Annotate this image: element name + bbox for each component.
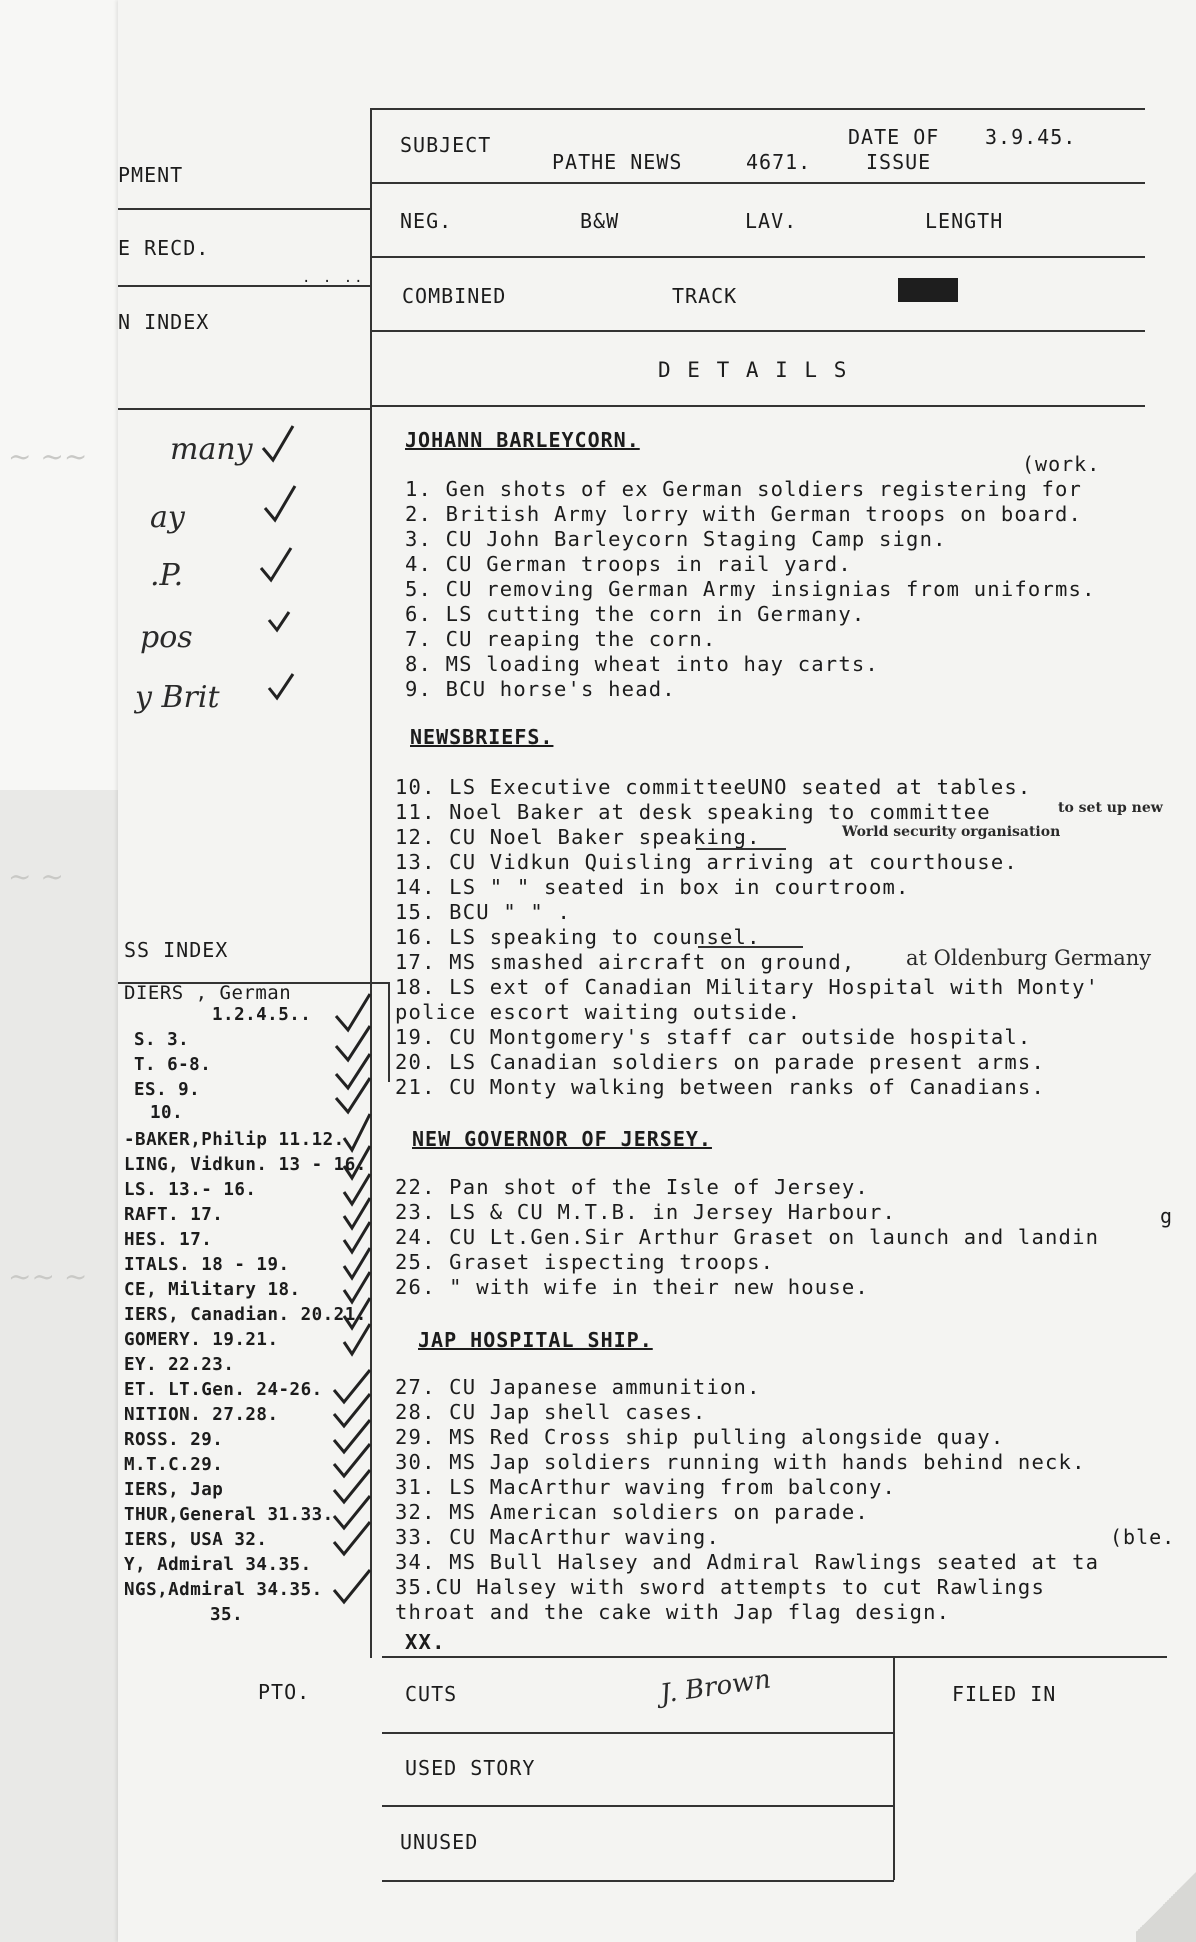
page-corner-fold — [1136, 1862, 1196, 1942]
date-label: DATE OF — [848, 125, 940, 149]
shot-item: 23. LS & CU M.T.B. in Jersey Harbour. — [395, 1200, 897, 1224]
margin-handwriting: .P. — [150, 558, 184, 593]
cross-index-entry: IERS, USA 32. — [124, 1530, 268, 1550]
section-title: NEWSBRIEFS. — [410, 725, 554, 749]
used-story-label: USED STORY — [405, 1756, 536, 1780]
margin-handwriting: pos — [140, 620, 193, 655]
shot-item: 31. LS MacArthur waving from balcony. — [395, 1475, 897, 1499]
footer-divider — [893, 1656, 895, 1736]
shot-item: 7. CU reaping the corn. — [405, 627, 717, 651]
margin-handwriting: y Brit — [135, 680, 220, 715]
shot-item: 10. LS Executive committeeUNO seated at tables. — [395, 775, 1032, 799]
shot-item: 6. LS cutting the corn in Germany. — [405, 602, 866, 626]
cross-index-entry: 35. — [210, 1605, 244, 1625]
subject-value: PATHE NEWS — [552, 150, 683, 174]
track-label: TRACK — [672, 284, 738, 308]
footer-top-rule — [382, 1656, 1167, 1658]
shot-item: 5. CU removing German Army insignias from uniforms. — [405, 577, 1096, 601]
footer-divider-lower — [893, 1732, 895, 1880]
shot-item: 22. Pan shot of the Isle of Jersey. — [395, 1175, 869, 1199]
section-title: JAP HOSPITAL SHIP. — [418, 1328, 653, 1352]
underline-counsel — [698, 946, 803, 948]
margin-handwriting: many — [170, 432, 253, 467]
cross-index-entry: IERS, Canadian. 20.21. — [124, 1305, 367, 1325]
ghost-handwriting: ~ ~~ — [8, 440, 88, 473]
cross-index-entry: HES. 17. — [124, 1230, 213, 1250]
margin-ticks — [255, 420, 315, 720]
shot-item: 21. CU Monty walking between ranks of Canadians. — [395, 1075, 1046, 1099]
cross-index-entry: S. 3. — [134, 1030, 190, 1050]
shot-item: 9. BCU horse's head. — [405, 677, 676, 701]
shot-item: 26. " with wife in their new house. — [395, 1275, 869, 1299]
left-page-strip-lower — [0, 790, 118, 1942]
shot-item: 14. LS " " seated in box in courtroom. — [395, 875, 910, 899]
shot-item: police escort waiting outside. — [395, 1000, 802, 1024]
shot-item: 13. CU Vidkun Quisling arriving at courthouse. — [395, 850, 1018, 874]
shot-item: 12. CU Noel Baker speaking. — [395, 825, 761, 849]
neg-label: NEG. — [400, 209, 453, 233]
unused-label: UNUSED — [400, 1830, 479, 1854]
cross-index-entry: 10. — [150, 1103, 184, 1123]
cross-index-entry: LING, Vidkun. 13 - 16. — [124, 1155, 367, 1175]
filed-in-label: FILED IN — [952, 1682, 1057, 1706]
cross-index-entry: T. 6-8. — [134, 1055, 212, 1075]
shot-item: 32. MS American soldiers on parade. — [395, 1500, 869, 1524]
shot-item: 4. CU German troops in rail yard. — [405, 552, 852, 576]
cross-index-entry: THUR,General 31.33. — [124, 1505, 334, 1525]
shot-item: 34. MS Bull Halsey and Admiral Rawlings seated at ta — [395, 1550, 1100, 1574]
header-rule-1 — [370, 182, 1145, 184]
left-rule-1 — [118, 208, 370, 210]
issue-label: ISSUE — [866, 150, 932, 174]
cross-index-entry: ROSS. 29. — [124, 1430, 224, 1450]
equipment-label: PMENT — [118, 163, 184, 187]
shot-item: 25. Graset ispecting troops. — [395, 1250, 775, 1274]
shot-item: 16. LS speaking to counsel. — [395, 925, 761, 949]
cross-index-entry: IERS, Jap — [124, 1480, 224, 1500]
footer-rule-2 — [382, 1805, 894, 1807]
shot-item: 11. Noel Baker at desk speaking to committee — [395, 800, 991, 824]
cross-index-entry: M.T.C.29. — [124, 1455, 224, 1475]
subject-label: SUBJECT — [400, 133, 492, 157]
cross-index-entry: NGS,Admiral 34.35. — [124, 1580, 323, 1600]
shot-item: 17. MS smashed aircraft on ground, — [395, 950, 856, 974]
cross-index-entry: CE, Military 18. — [124, 1280, 301, 1300]
received-label: E RECD. — [118, 236, 210, 260]
signature: J. Brown — [658, 1664, 773, 1710]
shot-item: 35.CU Halsey with sword attempts to cut Rawlings — [395, 1575, 1046, 1599]
end-mark: XX. — [405, 1630, 446, 1654]
cross-index-entry: NITION. 27.28. — [124, 1405, 279, 1425]
issue-number: 4671. — [746, 150, 812, 174]
annotation-item-17: at Oldenburg Germany — [906, 946, 1152, 970]
annotation-item-12: World security organisation — [842, 824, 1061, 840]
cross-index-entry: ET. LT.Gen. 24-26. — [124, 1380, 323, 1400]
footer-rule-3 — [382, 1880, 894, 1882]
underline-speaking — [696, 848, 786, 850]
shot-item: 3. CU John Barleycorn Staging Camp sign. — [405, 527, 947, 551]
shot-item: 18. LS ext of Canadian Military Hospital with Monty' — [395, 975, 1100, 999]
cross-index-ticks — [330, 990, 400, 1630]
shot-item: 33. CU MacArthur waving. — [395, 1525, 721, 1549]
shot-item: 1. Gen shots of ex German soldiers registering for — [405, 477, 1083, 501]
ghost-handwriting: ~ ~ — [8, 860, 64, 893]
date-value: 3.9.45. — [985, 125, 1077, 149]
header-rule-4 — [370, 405, 1145, 407]
cross-index-entry: EY. 22.23. — [124, 1355, 235, 1375]
shot-item: 20. LS Canadian soldiers on parade present arms. — [395, 1050, 1046, 1074]
shot-item: 24. CU Lt.Gen.Sir Arthur Graset on launch and landin — [395, 1225, 1100, 1249]
header-rule-2 — [370, 256, 1145, 258]
cross-index-entry: -BAKER,Philip 11.12. — [124, 1130, 345, 1150]
header-top-rule — [370, 108, 1145, 110]
footer-rule-1 — [382, 1732, 894, 1734]
cross-index-entry: DIERS , German — [124, 982, 292, 1004]
cross-index-label: SS INDEX — [124, 938, 229, 962]
annotation-item-34-tail: (ble. — [1110, 1525, 1176, 1549]
shot-item: 19. CU Montgomery's staff car outside hospital. — [395, 1025, 1032, 1049]
cuts-label: CUTS — [405, 1682, 458, 1706]
cross-index-entry: Y, Admiral 34.35. — [124, 1555, 312, 1575]
pto-label: PTO. — [258, 1680, 311, 1704]
redaction-block — [898, 278, 958, 302]
bw-label: B&W — [580, 209, 620, 233]
section-title: JOHANN BARLEYCORN. — [405, 428, 640, 452]
cross-index-entry: LS. 13.- 16. — [124, 1180, 257, 1200]
section-note: (work. — [1022, 452, 1101, 476]
lav-label: LAV. — [745, 209, 798, 233]
shot-item: 30. MS Jap soldiers running with hands behind neck. — [395, 1450, 1086, 1474]
shot-item: 28. CU Jap shell cases. — [395, 1400, 707, 1424]
length-label: LENGTH — [925, 209, 1004, 233]
annotation-item-11: to set up new — [1058, 800, 1163, 816]
cross-index-entry: GOMERY. 19.21. — [124, 1330, 279, 1350]
ghost-handwriting: ~~ ~ — [8, 1260, 88, 1293]
cross-index-entry: ES. 9. — [134, 1080, 201, 1100]
annotation-item-24-tail: g — [1160, 1204, 1174, 1228]
index-label: N INDEX — [118, 310, 210, 334]
shot-item: 8. MS loading wheat into hay carts. — [405, 652, 879, 676]
combined-label: COMBINED — [402, 284, 507, 308]
details-heading: D E T A I L S — [658, 358, 849, 382]
cross-index-entry: 1.2.4.5.. — [212, 1005, 312, 1025]
shot-item: throat and the cake with Jap flag design. — [395, 1600, 951, 1624]
margin-handwriting: ay — [150, 500, 185, 535]
cross-index-entry: RAFT. 17. — [124, 1205, 224, 1225]
shot-item: 27. CU Japanese ammunition. — [395, 1375, 761, 1399]
shot-item: 2. British Army lorry with German troops on board. — [405, 502, 1083, 526]
section-title: NEW GOVERNOR OF JERSEY. — [412, 1127, 712, 1151]
left-rule-3 — [118, 408, 370, 410]
shot-item: 29. MS Red Cross ship pulling alongside quay. — [395, 1425, 1005, 1449]
cross-index-entry: ITALS. 18 - 19. — [124, 1255, 290, 1275]
header-rule-3 — [370, 330, 1145, 332]
dots-mark: . . .. — [302, 270, 365, 286]
shot-item: 15. BCU " " . — [395, 900, 572, 924]
